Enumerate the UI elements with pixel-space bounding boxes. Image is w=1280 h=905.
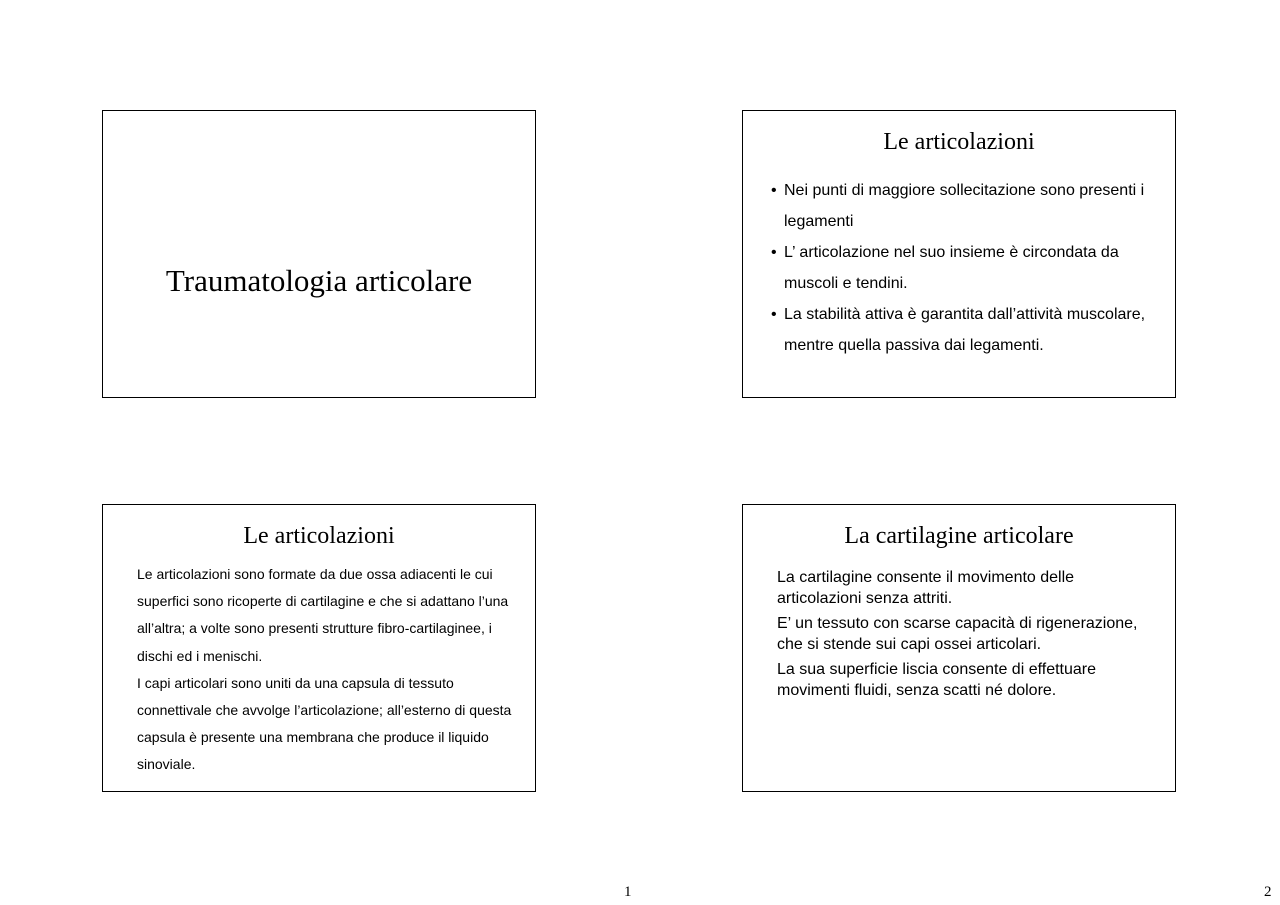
page-number: 2 — [1264, 884, 1272, 900]
slide-3-title: Le articolazioni — [243, 523, 395, 549]
bullet-text: La stabilità attiva è garantita dall’attività muscolare, mentre quella passiva dai legamenti. — [784, 306, 1146, 354]
slide-3-paragraph: Le articolazioni sono formate da due ossa adiacenti le cui superfici sono ricoperte di cartilagine e che si adattano l’una all’altra; a volte sono presenti strutture fibro-cartilaginee, i dischi ed i menischi. — [137, 566, 509, 664]
slide-2 — [742, 110, 1176, 398]
bullet-text: Nei punti di maggiore sollecitazione sono presenti i legamenti — [784, 182, 1145, 230]
slide-4-paragraph: La cartilagine consente il movimento delle articolazioni senza attriti. — [777, 569, 1075, 607]
slide-3 — [102, 504, 536, 792]
slide-4 — [742, 504, 1176, 792]
bullet-item — [771, 299, 1166, 361]
slide-4-paragraph: La sua superficie liscia consente di effettuare movimenti fluidi, senza scatti né dolore. — [777, 661, 1097, 699]
bullet-icon: • — [771, 244, 777, 261]
bullet-icon: • — [771, 182, 777, 199]
slide-2-title: Le articolazioni — [883, 129, 1035, 155]
slide-3-paragraph: I capi articolari sono uniti da una capsula di tessuto connettivale che avvolge l’articolazione; all’esterno di questa capsula è presente una membrana che produce il liquido sinoviale. — [137, 674, 512, 773]
slide-1 — [102, 110, 536, 398]
bullet-icon: • — [771, 306, 777, 323]
slide-4-title: La cartilagine articolare — [844, 523, 1074, 549]
slide-2-bullet-list — [771, 175, 1166, 361]
page-number: 1 — [624, 884, 632, 900]
slide-4-paragraph: E’ un tessuto con scarse capacità di rigenerazione, che si stende sui capi ossei articolari. — [777, 615, 1138, 653]
bullet-item — [771, 175, 1166, 237]
slide-4-body — [777, 568, 1162, 706]
bullet-item — [771, 237, 1166, 299]
bullet-text: L’ articolazione nel suo insieme è circondata da muscoli e tendini. — [784, 244, 1119, 292]
slide-1-title: Traumatologia articolare — [165, 263, 473, 298]
slide-3-body — [137, 561, 517, 779]
